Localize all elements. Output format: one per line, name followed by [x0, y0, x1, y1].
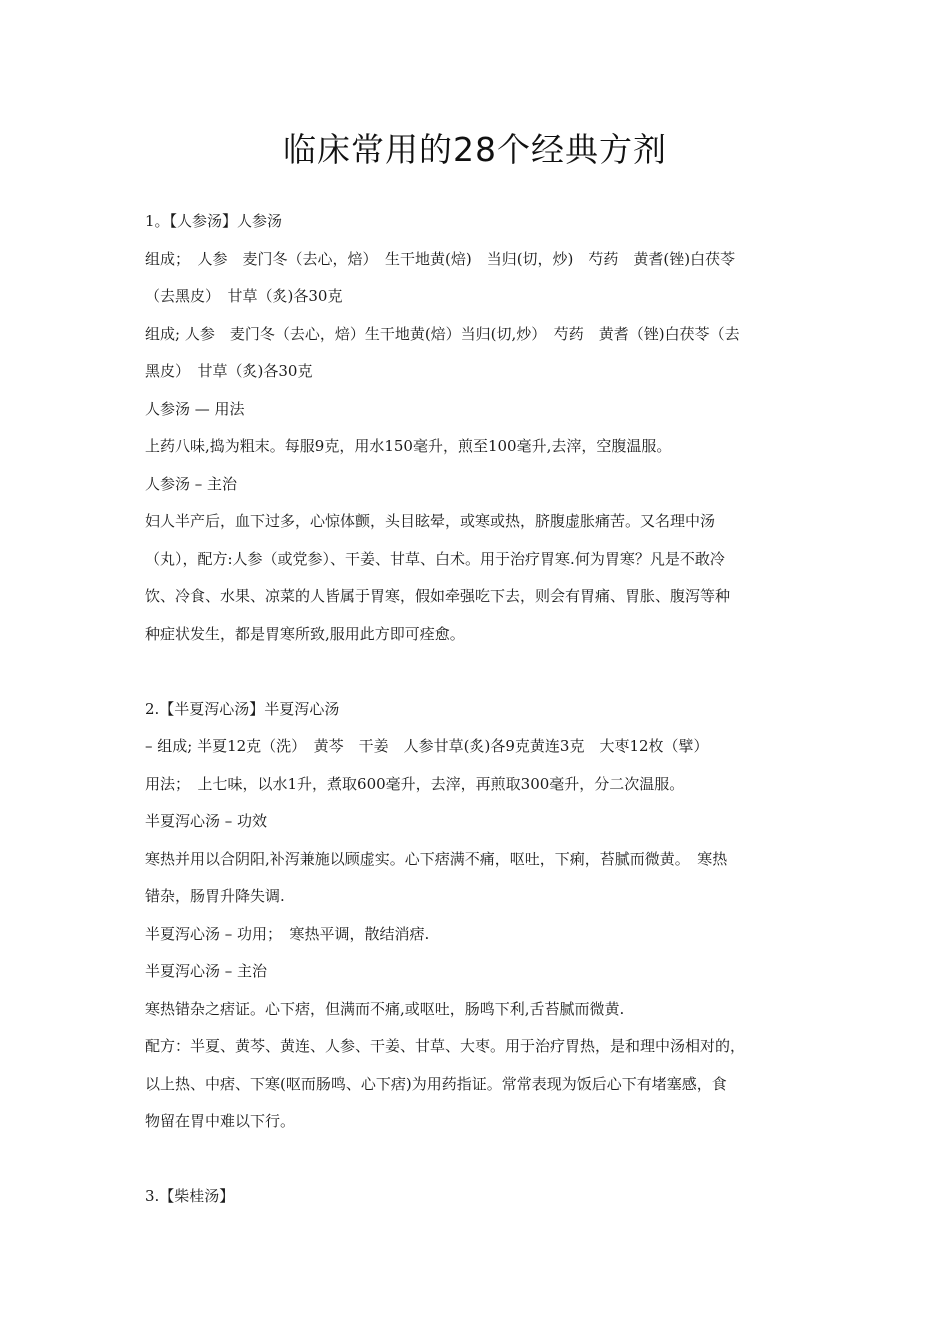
- section-3: [145, 1178, 810, 1216]
- paragraph-line: 组成； 人参 麦门冬（去心，焙） 生干地黄(焙) 当归(切，炒) 芍药 黄耆(锉)白茯苓: [145, 249, 736, 268]
- subheading: 人参汤 — 用法: [145, 399, 245, 418]
- section-1: [145, 203, 810, 653]
- paragraph-line: （丸），配方:人参（或党参）、干姜、甘草、白术。用于治疗胃寒.何为胃寒？凡是不敢冷: [145, 549, 725, 568]
- section-heading: 1。【人参汤】人参汤: [145, 212, 283, 230]
- paragraph-line: 以上热、中痞、下寒(呕而肠鸣、心下痞)为用药指证。常常表现为饭后心下有堵塞感，食: [145, 1074, 727, 1093]
- paragraph-line: 用法； 上七味，以水1升，煮取600毫升，去滓，再煎取300毫升，分二次温服。: [145, 774, 685, 793]
- paragraph-line: 上药八味,捣为粗末。每服9克，用水150毫升，煎至100毫升,去滓，空腹温服。: [145, 437, 672, 455]
- subheading: 半夏泻心汤 – 主治: [145, 962, 268, 980]
- paragraph-line: 寒热错杂之痞证。心下痞，但满而不痛,或呕吐，肠鸣下利,舌苔腻而微黄.: [145, 999, 625, 1018]
- paragraph-line: – 组成; 半夏12克（洗） 黄芩 干姜 人参甘草(炙)各9克黄连3克 大枣12枚（擘）: [145, 737, 709, 755]
- paragraph-line: 组成; 人参 麦门冬（去心，焙）生干地黄(焙）当归(切,炒） 芍药 黄耆（锉)白茯苓（去: [145, 324, 740, 343]
- paragraph-line: 错杂，肠胃升降失调.: [145, 887, 285, 905]
- document-body: [145, 203, 810, 1216]
- section-2: [145, 691, 810, 1141]
- page-title: 临床常用的28个经典方剂: [283, 130, 667, 169]
- paragraph-line: 黑皮） 甘草（炙)各30克: [145, 362, 313, 380]
- paragraph-line: 物留在胃中难以下行。: [145, 1112, 296, 1130]
- subheading: 半夏泻心汤 – 功效: [145, 812, 268, 830]
- paragraph-line: （去黑皮） 甘草（炙)各30克: [145, 287, 343, 305]
- section-gap: [145, 1141, 810, 1179]
- subheading: 半夏泻心汤 – 功用； 寒热平调，散结消痞.: [145, 924, 430, 943]
- paragraph-line: 配方：半夏、黄芩、黄连、人参、干姜、甘草、大枣。用于治疗胃热，是和理中汤相对的，: [145, 1037, 746, 1055]
- section-heading: 3.【柴桂汤】: [145, 1187, 235, 1205]
- paragraph-line: 寒热并用以合阴阳,补泻兼施以顾虚实。心下痞满不痛，呕吐，下痢，苔腻而微黄。 寒热: [145, 849, 728, 868]
- paragraph-line: 饮、冷食、水果、凉菜的人皆属于胃寒，假如牵强吃下去，则会有胃痛、胃胀、腹泻等种: [145, 587, 731, 605]
- section-gap: [145, 653, 810, 691]
- section-heading: 2.【半夏泻心汤】半夏泻心汤: [145, 699, 340, 718]
- paragraph-line: 种症状发生，都是胃寒所致,服用此方即可痊愈。: [145, 624, 465, 643]
- paragraph-line: 妇人半产后，血下过多，心惊体颤，头目眩晕，或寒或热，脐腹虚胀痛苦。又名理中汤: [145, 512, 716, 530]
- subheading: 人参汤 – 主治: [145, 474, 238, 493]
